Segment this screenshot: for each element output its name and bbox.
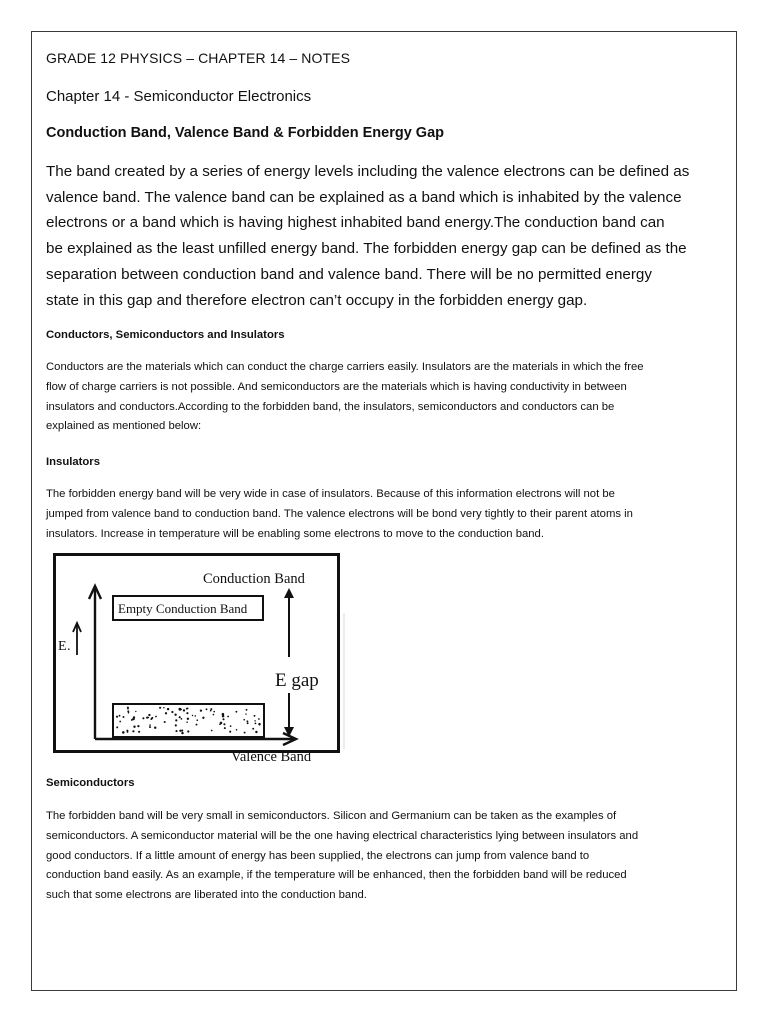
electron-dot (175, 730, 177, 732)
electron-dot (116, 716, 118, 718)
vertical-axis-arrow (89, 586, 101, 739)
paragraph-line: explained as mentioned below: (46, 420, 202, 433)
electron-dot (245, 713, 246, 714)
electron-dot (213, 711, 215, 713)
electron-dot (243, 719, 245, 721)
paragraph-line: valence band. The valence band can be explained as a band which is inhabited by the valence (46, 188, 682, 206)
energy-axis-dot: . (67, 639, 71, 654)
electron-dot (224, 727, 226, 729)
electron-dot (123, 716, 125, 718)
electron-dot (148, 714, 150, 716)
insulators-heading: Insulators (46, 456, 100, 468)
paragraph-line: jumped from valence band to conduction band. The valence electrons will be bond very tightly to their parent atoms in (46, 507, 633, 520)
electron-dot (255, 731, 257, 733)
conductors-paragraph (46, 358, 726, 437)
electron-dot (186, 721, 188, 723)
semiconductors-heading: Semiconductors (46, 777, 135, 789)
electron-dot (175, 724, 177, 726)
electron-dot (149, 726, 151, 728)
conductors-heading: Conductors, Semiconductors and Insulators (46, 329, 285, 341)
electron-dot (132, 730, 134, 732)
electron-dot (133, 725, 135, 727)
chapter-title: Chapter 14 - Semiconductor Electronics (46, 88, 312, 105)
electron-dot (247, 722, 249, 724)
energy-axis-label: E (58, 639, 67, 654)
paragraph-line: flow of charge carriers is not possible. And semiconductors are the materials which is having conductivity in between (46, 380, 627, 393)
paragraph-line: good conductors. If a little amount of energy has been supplied, the electrons can jump from valence band to (46, 849, 590, 862)
document-page (31, 31, 737, 991)
electron-dot (210, 710, 212, 712)
electron-dot (148, 717, 149, 718)
electron-dot (119, 721, 121, 723)
electron-dot (179, 708, 182, 711)
electron-dot (165, 712, 167, 714)
paragraph-line: conduction band easily. As an example, if the temperature will be enhanced, then the forbidden band will be reduced (46, 869, 627, 882)
section-heading: Conduction Band, Valence Band & Forbidden Energy Gap (46, 125, 444, 141)
empty-conduction-band-label: Empty Conduction Band (118, 601, 248, 616)
electron-dot (196, 724, 198, 726)
electron-dot (259, 724, 261, 726)
electron-dot (210, 708, 212, 710)
paragraph-line: separation between conduction band and valence band. There will be no permitted energy (46, 265, 652, 283)
paragraph-line: Conductors are the materials which can conduct the charge carriers easily. Insulators are the materials in which the free (46, 361, 644, 373)
energy-gap-label: E gap (275, 670, 319, 691)
electron-dot (235, 711, 237, 713)
electron-dot (220, 722, 223, 725)
electron-dot (179, 730, 181, 732)
paragraph-line: such that some electrons are liberated into the conduction band. (46, 889, 367, 902)
electron-dot (133, 716, 135, 718)
electron-dot (213, 714, 215, 716)
electron-dot (127, 708, 129, 710)
intro-paragraph (46, 159, 726, 313)
electron-dot (196, 719, 198, 721)
semiconductors-paragraph (46, 807, 726, 906)
paragraph-line: The forbidden energy band will be very wide in case of insulators. Because of this information electrons will not be (46, 488, 615, 500)
electron-dot (236, 729, 238, 731)
paragraph-line: insulators. Increase in temperature will be enabling some electrons to move to the conduction band. (46, 527, 544, 540)
electron-dot (230, 725, 232, 727)
paragraph-line: be explained as the least unfilled energy band. The forbidden energy gap can be defined as the (46, 240, 687, 258)
electron-dot (183, 709, 185, 711)
electron-dot (135, 711, 136, 712)
electron-dot (192, 715, 193, 716)
electron-dot (155, 716, 157, 718)
electron-dot (195, 715, 197, 717)
energy-up-arrow (73, 623, 81, 655)
electron-dot (258, 718, 260, 720)
electron-dot (138, 731, 140, 733)
electron-dot (122, 731, 125, 734)
electron-dot (252, 728, 254, 730)
paragraph-line: semiconductors. A semiconductor material will be the one having electrical characteristics lying between insulators and (46, 829, 639, 842)
electron-dot (246, 709, 248, 711)
electron-dot (222, 715, 225, 718)
paragraph-line: electrons or a band which is having highest inhabited band energy.The conduction band can (46, 214, 665, 232)
electron-dot (149, 724, 151, 726)
electron-dot (255, 723, 257, 725)
electron-dot (206, 708, 208, 710)
electron-dot (200, 709, 202, 711)
electron-dot (254, 720, 255, 721)
electron-dot (186, 712, 188, 714)
paragraph-line: state in this gap and therefore electron can’t occupy in the forbidden energy gap. (46, 291, 588, 309)
electron-dot (137, 725, 139, 727)
electron-dot (187, 730, 189, 732)
insulators-paragraph (46, 485, 726, 544)
electron-dot (223, 723, 225, 725)
electron-dot (227, 716, 229, 718)
electron-dot (151, 717, 153, 719)
electron-dot (181, 718, 183, 720)
document-title: GRADE 12 PHYSICS – CHAPTER 14 – NOTES (46, 50, 351, 66)
paragraph-line: The forbidden band will be very small in semiconductors. Silicon and Germanium can be taken as the examples of (46, 810, 617, 822)
paragraph-line: The band created by a series of energy levels including the valence electrons can be defined as (46, 163, 690, 180)
electron-dot (179, 716, 181, 718)
electron-dot (131, 719, 133, 721)
paragraph-line: insulators and conductors.According to the forbidden band, the insulators, semiconductors and conductors can be (46, 400, 615, 413)
electron-dot (116, 726, 118, 728)
electron-dot (128, 712, 130, 714)
electron-dot (202, 717, 204, 719)
electron-dot (142, 717, 144, 719)
band-diagram (53, 553, 353, 765)
energy-gap-arrow (284, 588, 294, 737)
electron-dot (171, 711, 173, 713)
electron-dot (127, 731, 129, 733)
electron-dot (222, 718, 224, 720)
electron-dot (211, 730, 213, 732)
electron-dot (159, 707, 161, 709)
electron-dot (246, 720, 248, 722)
electron-dot (181, 732, 183, 734)
electron-dot (186, 708, 188, 710)
electron-dot (163, 707, 164, 708)
electron-dot (229, 731, 231, 733)
electron-dot (119, 715, 121, 717)
electron-dot (174, 714, 176, 716)
conduction-band-label: Conduction Band (203, 571, 305, 587)
electron-dot (175, 719, 177, 721)
electron-dot (154, 726, 156, 728)
valence-band-label: Valence Band (231, 749, 312, 765)
electron-dot (164, 721, 166, 723)
electron-dot (244, 732, 246, 734)
electron-dot (167, 708, 169, 710)
electron-dot (187, 718, 189, 720)
electron-dot (254, 715, 256, 717)
